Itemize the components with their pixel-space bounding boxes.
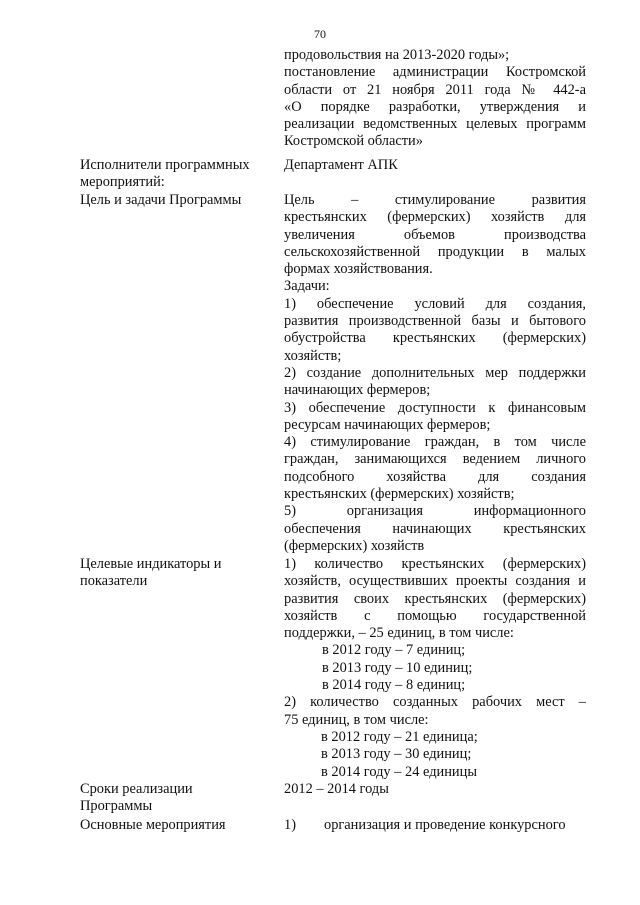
text-line: поддержки, – 25 единиц, в том числе: — [284, 625, 514, 642]
text-line: области от 21 ноября 2011 года № 442-а — [284, 81, 586, 98]
text-line: увеличения объемов производства — [284, 226, 586, 243]
label-line: мероприятий: — [80, 174, 165, 191]
text-line: в 2012 году – 21 единица; — [321, 728, 478, 745]
goals-value — [284, 192, 586, 555]
text-line: 2) создание дополнительных мер поддержки — [284, 364, 586, 381]
text-line: 1) количество крестьянских (фермерских) — [284, 556, 586, 572]
text-line: подсобного хозяйства для создания — [284, 468, 586, 485]
text-line: ресурсам начинающих фермеров; — [284, 416, 491, 433]
legal-basis-continuation — [284, 47, 586, 151]
text-line: постановление администрации Костромской — [284, 64, 586, 81]
list-number: 1) — [284, 817, 296, 833]
text-line: начинающих фермеров; — [284, 382, 431, 399]
text-line: в 2014 году – 24 единицы — [321, 763, 477, 780]
text-line: крестьянских (фермерских) хозяйств; — [284, 486, 515, 503]
label-line: Программы — [80, 798, 153, 815]
label-line: Основные мероприятия — [80, 817, 226, 833]
label-line: Цель и задачи Программы — [80, 192, 242, 208]
text-line: «О порядке разработки, утверждения и — [284, 98, 586, 115]
text-line: 2) количество созданных рабочих мест – — [284, 694, 586, 711]
text-line: хозяйств с помощью государственной — [284, 607, 586, 624]
text-line: 5) организация информационного — [284, 503, 586, 520]
text-line: формах хозяйствования. — [284, 261, 433, 278]
executors-label — [80, 157, 275, 192]
text-line: 3) обеспечение доступности к финансовым — [284, 399, 586, 416]
text-line: в 2012 году – 7 единиц; — [322, 642, 466, 659]
label-line: Целевые индикаторы и — [80, 556, 222, 572]
activities-value — [284, 817, 586, 834]
text-line: Задачи: — [284, 278, 330, 295]
activities-label — [80, 817, 275, 834]
text-line: Костромской области» — [284, 133, 423, 150]
text-line: в 2013 году – 10 единиц; — [322, 659, 473, 676]
text-line — [284, 817, 586, 834]
timeline-label — [80, 781, 275, 816]
text-line: обустройства крестьянских (фермерских) — [284, 330, 586, 347]
text-line: (фермерских) хозяйств — [284, 537, 425, 554]
text-line: реализации ведомственных целевых программ — [284, 116, 586, 133]
text-line: 75 единиц, в том числе: — [284, 711, 429, 728]
page-number: 70 — [314, 27, 326, 41]
text-line: продовольствия на 2013-2020 годы»; — [284, 47, 510, 63]
text-line: сельскохозяйственной продукции в малых — [284, 243, 586, 260]
text-line: 4) стимулирование граждан, в том числе — [284, 434, 586, 451]
text-line: в 2014 году – 8 единиц; — [322, 677, 466, 694]
timeline-value — [284, 781, 586, 798]
list-text: организация и проведение конкурсного — [324, 817, 566, 833]
text-line: обеспечения начинающих крестьянских — [284, 520, 586, 537]
label-line: показатели — [80, 573, 148, 590]
text-line: Цель – стимулирование развития — [284, 192, 586, 208]
text-line: 2012 – 2014 годы — [284, 781, 389, 797]
goals-label — [80, 192, 275, 209]
text-line: развития своих крестьянских (фермерских) — [284, 590, 586, 607]
text-line: развития производственной базы и бытового — [284, 313, 586, 330]
text-line: в 2013 году – 30 единиц; — [321, 746, 472, 763]
executors-value — [284, 157, 586, 174]
label-line: Исполнители программных — [80, 157, 250, 173]
indicators-value — [284, 556, 586, 781]
text-line: хозяйств; — [284, 347, 342, 364]
label-line: Сроки реализации — [80, 781, 193, 797]
text-line: хозяйств, осуществивших проекты создания и — [284, 573, 586, 590]
text-line: граждан, занимающихся ведением личного — [284, 451, 586, 468]
text-line: Департамент АПК — [284, 157, 398, 173]
text-line: 1) обеспечение условий для создания, — [284, 295, 586, 312]
text-line: крестьянских (фермерских) хозяйств для — [284, 209, 586, 226]
indicators-label — [80, 556, 275, 591]
